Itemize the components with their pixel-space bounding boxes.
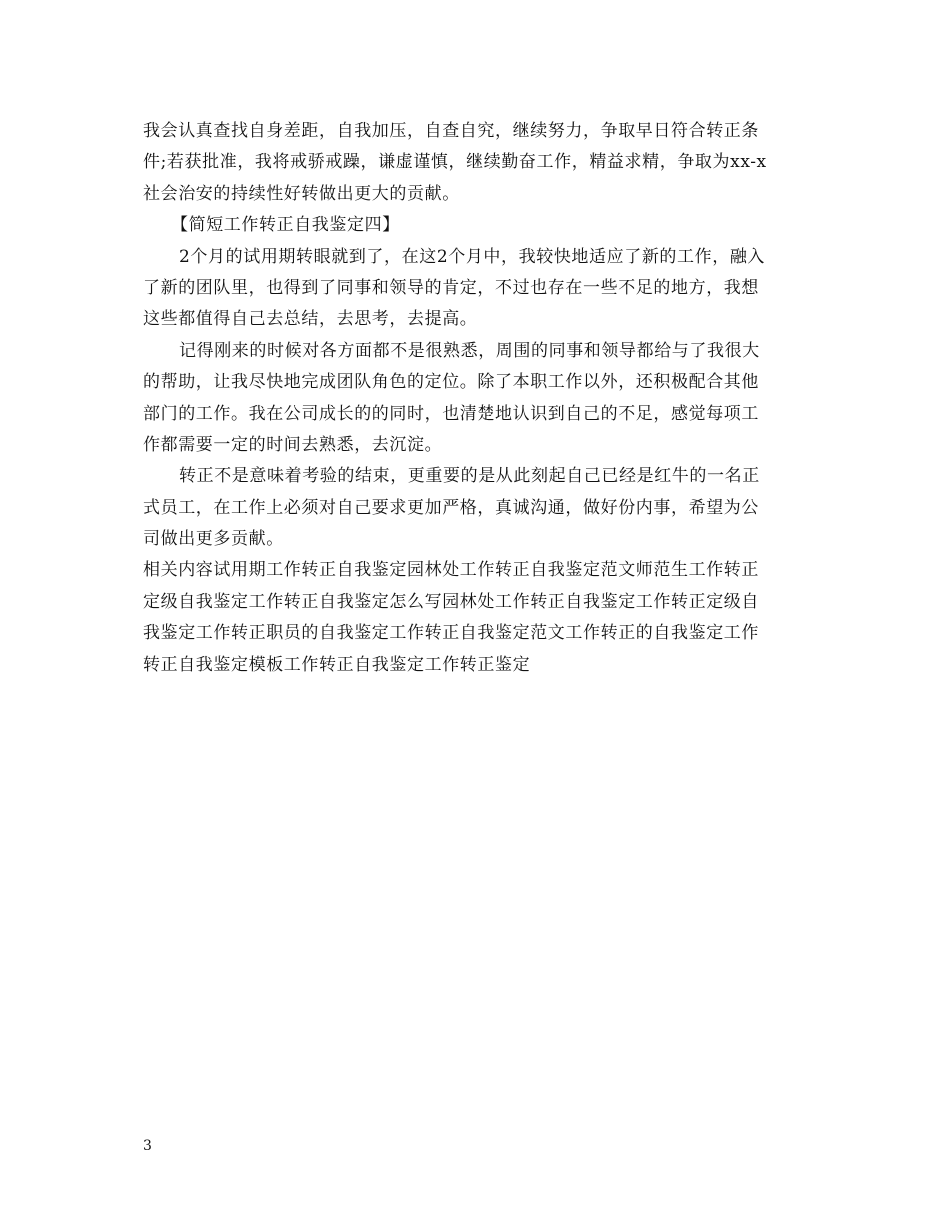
text-line: 记得刚来的时候对各方面都不是很熟悉，周围的同事和领导都给与了我很大 bbox=[179, 340, 760, 361]
text-line: 转正不是意味着考验的结束，更重要的是从此刻起自己已经是红牛的一名正 bbox=[179, 466, 760, 487]
document-body bbox=[143, 116, 813, 681]
related-content-line: 转正自我鉴定模板工作转正自我鉴定工作转正鉴定 bbox=[143, 654, 531, 675]
page-number: 3 bbox=[143, 1138, 152, 1154]
text-line: 2个月的试用期转眼就到了，在这2个月中，我较快地适应了新的工作，融入 bbox=[179, 246, 766, 267]
text-line: 社会治安的持续性好转做出更大的贡献。 bbox=[143, 183, 460, 204]
section-heading: 【简短工作转正自我鉴定四】 bbox=[171, 215, 400, 236]
related-content-line: 我鉴定工作转正职员的自我鉴定工作转正自我鉴定范文工作转正的自我鉴定工作 bbox=[143, 623, 759, 644]
text-line: 部门的工作。我在公司成长的的同时，也清楚地认识到自己的不足，感觉每项工 bbox=[143, 403, 759, 424]
text-line: 的帮助，让我尽快地完成团队角色的定位。除了本职工作以外，还积极配合其他 bbox=[143, 372, 759, 393]
text-line: 我会认真查找自身差距，自我加压，自查自究，继续努力，争取早日符合转正条 bbox=[143, 121, 759, 141]
text-line: 司做出更多贡献。 bbox=[143, 529, 284, 550]
related-content-line: 相关内容试用期工作转正自我鉴定园林处工作转正自我鉴定范文师范生工作转正 bbox=[143, 560, 759, 581]
text-line: 式员工，在工作上必须对自己要求更加严格，真诚沟通，做好份内事，希望为公 bbox=[143, 497, 759, 518]
text-line: 这些都值得自己去总结，去思考，去提高。 bbox=[143, 309, 478, 330]
text-line: 作都需要一定的时间去熟悉，去沉淀。 bbox=[143, 434, 443, 455]
text-line: 件;若获批准，我将戒骄戒躁，谦虚谨慎，继续勤奋工作，精益求精，争取为xx-x bbox=[143, 152, 767, 173]
related-content-line: 定级自我鉴定工作转正自我鉴定怎么写园林处工作转正自我鉴定工作转正定级自 bbox=[143, 591, 759, 612]
text-line: 了新的团队里，也得到了同事和领导的肯定，不过也存在一些不足的地方，我想 bbox=[143, 277, 759, 298]
